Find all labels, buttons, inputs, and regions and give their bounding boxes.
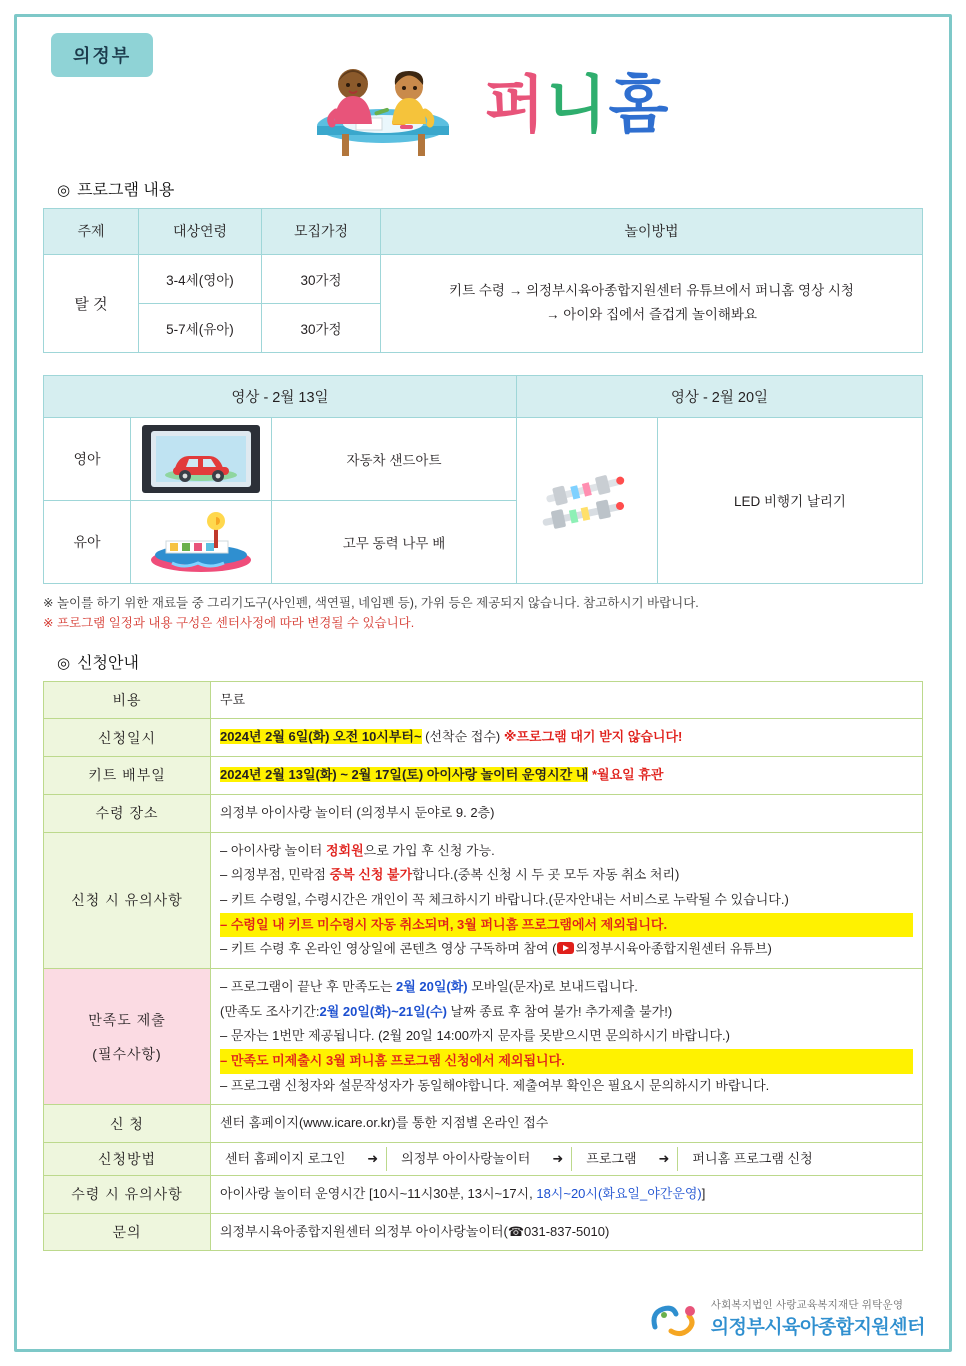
cell-thumb-led-plane [516,417,657,583]
brand-char-2: 니 [546,71,609,140]
apply-flow [211,1147,922,1172]
footer-logo-block [649,1297,925,1339]
value-pickup-place: 의정부 아이사랑 놀이터 (의정부시 둔야로 9. 2층) [211,794,923,832]
label-survey [44,968,211,1104]
caution-line-1 [220,839,913,864]
flow-arrow-2: ➜ [552,1150,564,1166]
table-row [44,254,923,303]
value-survey [211,968,923,1104]
caution-line-4: – 수령일 내 키트 미수령시 자동 취소되며, 3월 퍼니홈 프로그램에서 제외됩니다. [220,913,913,938]
note-line-1: ※ 놀이를 하기 위한 재료들 중 그리기도구(사인펜, 색연필, 네임펜 등), 가위 등은 제공되지 않습니다. 참고하시기 바랍니다. [43,595,699,610]
caution-1-red: 정회원 [325,842,364,858]
caution-1b: 으로 가입 후 신청 가능. [363,842,495,858]
survey-line-1 [220,975,913,1000]
brand-char-1: 퍼 [484,71,547,140]
kit-date-warning: *월요일 휴관 [591,767,664,783]
value-contact: 의정부시육아종합지원센터 의정부 아이사랑놀이터(☎031-837-5010) [211,1213,923,1251]
note-line-2: ※ 프로그램 일정과 내용 구성은 센터사정에 따라 변경될 수 있습니다. [43,616,415,631]
table-row-request [44,1105,923,1143]
survey-line-5: – 프로그램 신청자와 설문작성자가 동일해야합니다. 제출여부 확인은 필요시 문의하시기 바랍니다. [220,1077,770,1093]
section-heading-apply [57,650,927,673]
video-schedule-table [43,375,923,584]
method-line-1: 키트 수령 → 의정부시육아종합지원센터 유튜브에서 퍼니홈 영상 시청 [449,283,854,299]
cell-age-1: 3-4세(영아) [139,254,262,303]
survey-1b: 모바일(문자)로 보내드립니다. [467,978,638,994]
pickup-hours-night: 18시~20시(화요일_야간운영) [536,1186,702,1202]
caution-2a: – 의정부점, 민락점 [220,867,330,883]
cell-name-led-plane: LED 비행기 날리기 [657,417,922,583]
section-heading-program-label: 프로그램 내용 [77,182,175,199]
sandart-thumbnail [142,425,260,493]
poster-frame [14,14,952,1352]
caution-line-3: – 키트 수령일, 수령시간은 개인이 꼭 체크하시기 바랍니다.(문자안내는 서비스로 누락될 수 있습니다.) [220,891,789,907]
table-row-contact [44,1213,923,1251]
label-survey-line1: 만족도 제출 [88,1011,166,1028]
label-contact: 문의 [44,1213,211,1251]
footer-small-text: 사회복지법인 사랑교육복지재단 위탁운영 [710,1299,904,1311]
caution-2b: 합니다.(중복 신청 시 두 곳 모두 자동 취소 처리) [412,867,680,883]
survey-1-blue: 2월 20일(화) [396,978,468,994]
flow-step-3: 프로그램 [586,1150,637,1166]
table-row-method [44,1143,923,1176]
pickup-hours-a: 아이사랑 놀이터 운영시간 [10시~11시30분, 13시~17시, [220,1186,537,1202]
table-row-caution [44,832,923,968]
caution-line-5 [220,937,913,962]
led-plane-thumbnail [528,466,646,534]
section-heading-program [57,177,927,200]
col-theme: 주제 [44,209,139,255]
survey-2-blue: 2월 20일(화)~21일(수) [319,1003,447,1019]
table-row-datetime [44,719,923,757]
apply-datetime-rest: (선착순 접수) [421,729,504,745]
cell-age-2: 5-7세(유아) [139,303,262,352]
rubber-boat-thumbnail [142,508,260,576]
caution-5b: 의정부시육아종합지원센터 유튜브) [575,941,772,957]
col-video-feb13: 영상 - 2월 13일 [44,375,517,417]
cell-group-toddler: 유아 [44,500,131,583]
pickup-hours-b: ] [701,1186,706,1202]
flow-step-1: 센터 홈페이지 로그인 [225,1150,346,1166]
survey-2b: 날짜 종료 후 참여 불가! 추가제출 불가!) [446,1003,673,1019]
col-video-feb20: 영상 - 2월 20일 [516,375,922,417]
cell-thumb-sandart [131,417,272,500]
survey-line-2 [220,1000,913,1025]
brand-char-3: 홈 [608,71,671,140]
footer-org-name: 의정부시육아종합지원센터 [710,1317,925,1338]
label-request: 신 청 [44,1105,211,1143]
cell-thumb-boat [131,500,272,583]
value-apply-caution [211,832,923,968]
table-row-pickup-caution [44,1176,923,1214]
survey-1a: – 프로그램이 끝난 후 만족도는 [220,978,396,994]
program-content-table [43,208,923,353]
apply-datetime-warning: ※프로그램 대기 받지 않습니다! [503,729,683,745]
value-apply-datetime [211,719,923,757]
table-row [44,417,923,500]
value-pickup-caution [211,1176,923,1214]
col-count: 모집가정 [262,209,381,255]
flow-arrow-1: ➜ [367,1150,379,1166]
col-age: 대상연령 [139,209,262,255]
cell-method [381,254,923,352]
cell-count-1: 30가정 [262,254,381,303]
ring-icon-2: ◎ [57,654,71,672]
table-header-row [44,209,923,255]
kit-date-highlight: 2024년 2월 13일(화) ~ 2월 17일(토) 아이사랑 놀이터 운영시간 내 [220,767,589,783]
label-apply-caution: 신청 시 유의사항 [44,832,211,968]
program-notes [43,593,923,634]
caution-line-2 [220,863,913,888]
caution-5a: – 키트 수령 후 온라인 영상일에 콘텐츠 영상 구독하며 참여 ( [220,941,557,957]
label-pickup-place: 수령 장소 [44,794,211,832]
youtube-icon [557,942,574,954]
value-request: 센터 홈페이지(www.icare.or.kr)를 통한 지점별 온라인 접수 [211,1105,923,1143]
label-apply-datetime: 신청일시 [44,719,211,757]
title-row [39,51,927,161]
table-row-kit [44,757,923,795]
center-logo-icon [649,1301,703,1339]
label-survey-line2: (필수사항) [92,1045,162,1062]
branch-badge: 의정부 [51,33,153,77]
table-row-survey [44,968,923,1104]
col-method: 놀이방법 [381,209,923,255]
cell-count-2: 30가정 [262,303,381,352]
flow-step-2: 의정부 아이사랑놀이터 [401,1150,531,1166]
program-title [484,71,671,140]
cell-theme: 탈 것 [44,254,139,352]
label-kit-date: 키트 배부일 [44,757,211,795]
survey-line-3: – 문자는 1번만 제공됩니다. (2월 20일 14:00까지 문자를 못받으시면 문의하시기 바랍니다.) [220,1028,730,1044]
ring-icon: ◎ [57,182,71,199]
cell-name-boat: 고무 동력 나무 배 [272,500,517,583]
caution-1a: – 아이사랑 놀이터 [220,842,326,858]
cell-group-infant: 영아 [44,417,131,500]
apply-datetime-highlight: 2024년 2월 6일(화) 오전 10시부터~ [220,729,422,745]
section-heading-apply-label: 신청안내 [77,654,139,672]
table-header-row [44,375,923,417]
flow-arrow-3: ➜ [658,1150,670,1166]
cell-name-sandart: 자동차 샌드아트 [272,417,517,500]
flow-step-4: 퍼니홈 프로그램 신청 [692,1150,813,1166]
label-cost: 비용 [44,681,211,719]
label-apply-method: 신청방법 [44,1143,211,1176]
survey-line-4: – 만족도 미제출시 3월 퍼니홈 프로그램 신청에서 제외됩니다. [220,1049,913,1074]
footer-text [711,1297,925,1339]
caution-2-red: 중복 신청 불가 [329,867,413,883]
application-guide-table [43,681,923,1252]
survey-2a: (만족도 조사기간: [220,1003,320,1019]
label-pickup-caution: 수령 시 유의사항 [44,1176,211,1214]
kids-illustration [296,54,471,159]
table-row-place [44,794,923,832]
value-cost: 무료 [211,681,923,719]
table-row-cost [44,681,923,719]
method-line-2: → 아이와 집에서 즐겁게 놀이해봐요 [545,307,758,322]
value-apply-method [211,1143,923,1176]
value-kit-date [211,757,923,795]
